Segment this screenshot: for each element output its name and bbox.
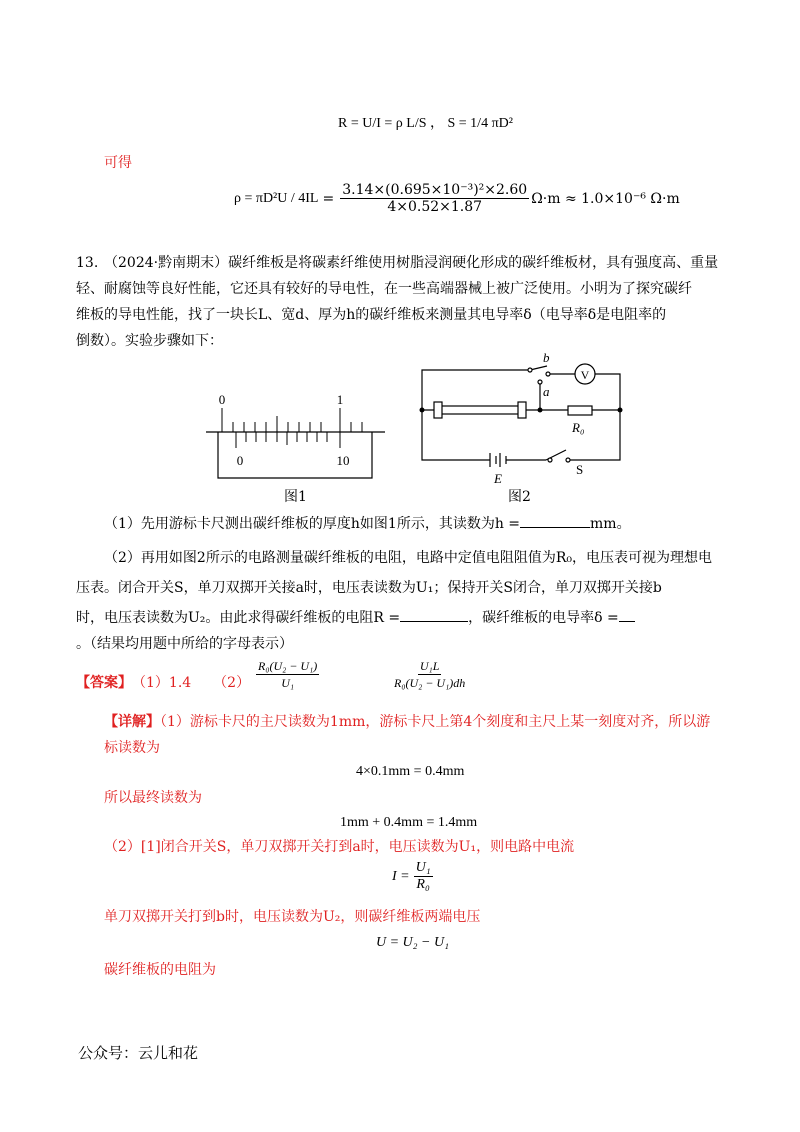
detail-label: 【详解】 — [104, 714, 160, 730]
answer-part-1: （1）1.4 — [132, 675, 192, 691]
resistor-r0-label: R₀ — [572, 420, 585, 435]
figure-2-caption: 图2 — [508, 489, 531, 505]
detail-line-4: （2）[1]闭合开关S，单刀双掷开关打到a时，电压读数为U₁，则电路中电流 — [104, 839, 575, 855]
answer-fraction-2-denominator: R₀(U₂ − U₁)dh — [394, 676, 466, 690]
detail-line-1 — [104, 709, 710, 735]
main-scale-0: 0 — [218, 392, 226, 407]
detail-eq-3 — [392, 860, 435, 893]
answer-fraction-1 — [254, 658, 321, 691]
detail-eq-3-denominator: R₀ — [416, 877, 430, 892]
detail-line-5: 单刀双掷开关打到b时，电压读数为U₂，则碳纤维板两端电压 — [104, 909, 481, 925]
part-2-line-4: 。（结果均用题中所给的字母表示） — [76, 636, 293, 652]
formula-rho-fraction — [340, 182, 529, 215]
part-2-line-3b: ，碳纤维板的电导率δ = — [468, 610, 619, 626]
part-2-line-2: 压表。闭合开关S，单刀双掷开关接a时，电压表读数为U₁；保持开关S闭合，单刀双掷开关接b — [76, 580, 662, 596]
question-line-4: 倒数）。实验步骤如下： — [76, 333, 223, 349]
vernier-scale-0: 0 — [236, 453, 244, 468]
main-scale-1: 1 — [336, 392, 344, 407]
answer-label: 【答案】 — [76, 675, 132, 691]
formula-r: R = U/I = ρ L/S ， S = 1/4 πD² — [338, 116, 513, 131]
voltmeter-label: V — [580, 368, 590, 382]
answer-fraction-1-numerator: R₀(U₂ − U₁) — [258, 659, 318, 673]
answer-fraction-2-numerator: U₁L — [419, 659, 440, 673]
answer-fraction-2 — [390, 658, 469, 691]
part-1 — [104, 511, 631, 537]
switch-contact-a-label: a — [543, 384, 550, 399]
detail-line-3: 所以最终读数为 — [104, 790, 202, 806]
answer-row — [76, 670, 256, 696]
part-2-line-3 — [76, 605, 635, 631]
question-number: 13. — [76, 255, 99, 271]
question-line-1: （2024·黔南期末）碳纤维板是将碳素纤维使用树脂浸润硬化形成的碳纤维板材，具有强度高、重量 — [104, 255, 719, 271]
answer-part-2-label: （2） — [213, 675, 251, 691]
question-line-2: 轻、耐腐蚀等良好性能，它还具有较好的导电性，在一些高端器械上被广泛使用。小明为了探究碳纤 — [76, 281, 692, 297]
answer-blank-delta — [619, 621, 635, 622]
formula-rho-denominator: 4×0.52×1.87 — [387, 199, 483, 215]
part-1-text: （1）先用游标卡尺测出碳纤维板的厚度h如图1所示，其读数为h = — [104, 516, 521, 532]
vernier-scale-10: 10 — [336, 453, 350, 468]
detail-eq-2: 1mm + 0.4mm = 1.4mm — [340, 815, 478, 830]
part-2-line-1: （2）再用如图2所示的电路测量碳纤维板的电阻，电路中定值电阻阻值为R₀，电压表可视为理想电 — [104, 550, 712, 566]
formula-rho: ρ = πD²U / 4IL = $\frac{\text{3.14×(0.695×10⁻³)²×2.60}}{4\times 0.52\times 1.87}$ Ω·m ≈ 1.0×10⁻⁶ Ω·m — [234, 182, 680, 215]
switch-s-label: S — [576, 462, 584, 477]
detail-eq-4: U = U₂ − U₁ — [376, 935, 449, 950]
detail-eq-3-left: I = — [392, 868, 410, 884]
answer-fraction-1-denominator: U₁ — [281, 676, 295, 690]
formula-rho-numerator: 3.14×(0.695×10⁻³)²×2.60 — [342, 182, 528, 198]
detail-eq-1: 4×0.1mm = 0.4mm — [356, 764, 465, 779]
answer-blank-h — [520, 527, 590, 528]
footer-watermark: 公众号：云儿和花 — [78, 1044, 199, 1062]
formula-rho-left: ρ = πD²U / 4IL — [234, 190, 319, 206]
figure-1-caption: 图1 — [284, 489, 307, 505]
part-2-line-3a: 时，电压表读数为U₂。由此求得碳纤维板的电阻R = — [76, 610, 401, 626]
detail-line-1-text: （1）游标卡尺的主尺读数为1mm，游标卡尺上第4个刻度和主尺上某一刻度对齐，所以游 — [160, 714, 711, 730]
detail-line-2: 标读数为 — [104, 740, 160, 756]
ke-de-label: 可得 — [104, 155, 132, 171]
detail-line-6: 碳纤维板的电阻为 — [104, 962, 216, 978]
figure-2-circuit — [410, 350, 630, 490]
answer-blank-r — [400, 621, 468, 622]
switch-contact-b-label: b — [543, 350, 550, 365]
battery-e-label: E — [494, 471, 502, 486]
formula-rho-right: Ω·m ≈ 1.0×10⁻⁶ Ω·m — [531, 190, 680, 207]
part-1-unit: mm。 — [590, 516, 631, 532]
detail-eq-3-numerator: U₁ — [415, 860, 431, 875]
question-line-3: 维板的导电性能，找了一块长L、宽d、厚为h的碳纤维板来测量其电导率δ（电导率δ是电阻率的 — [76, 307, 667, 323]
